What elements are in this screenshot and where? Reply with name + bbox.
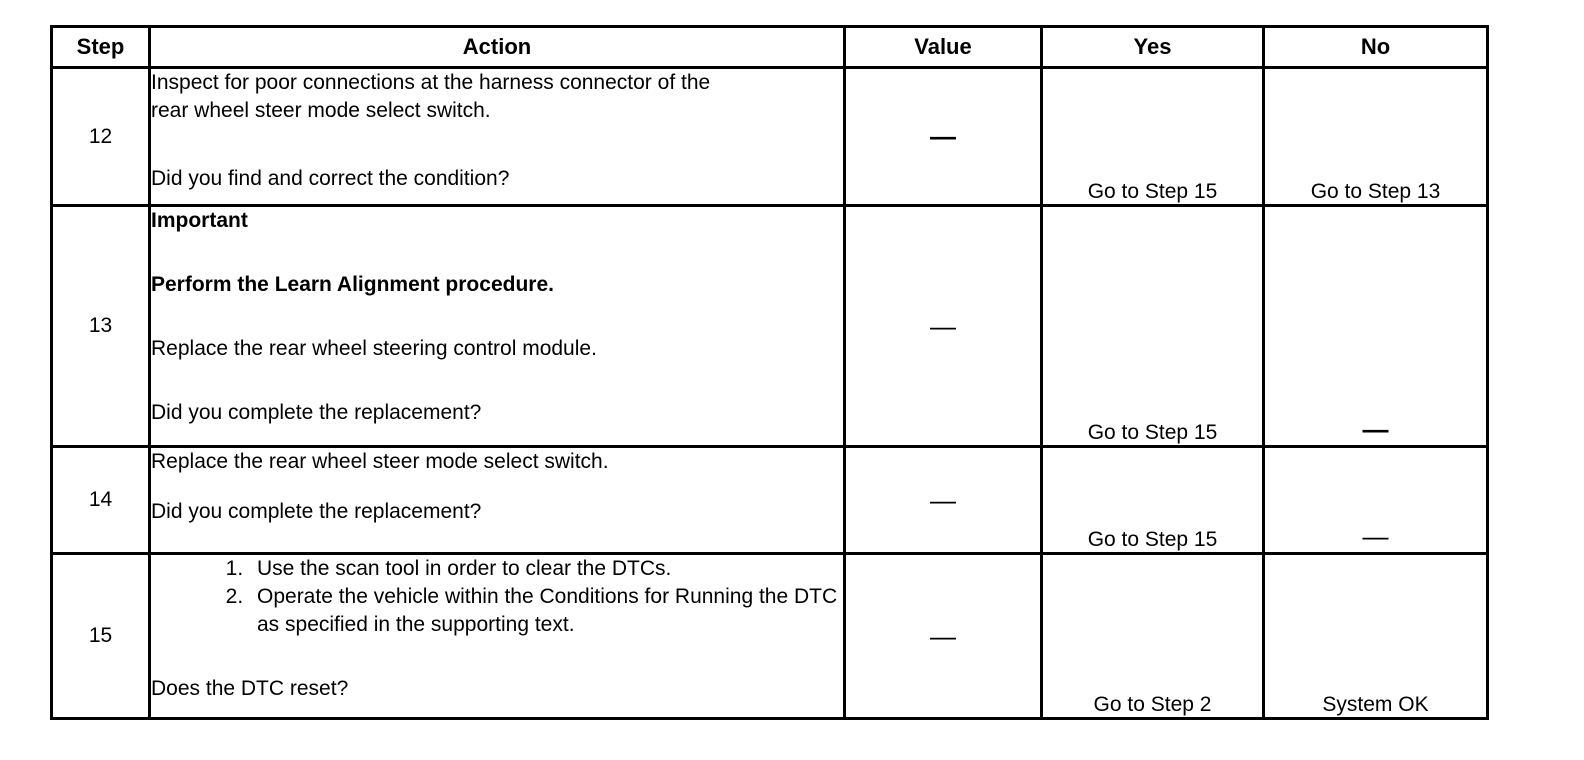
header-action: Action [150,27,845,68]
list-item: 1. Use the scan tool in order to clear the DTCs. [249,555,843,583]
table-row-step-14 [52,447,1488,554]
action-cell [150,68,845,206]
numbered-list [151,555,843,639]
yes-cell: Go to Step 15 [1042,206,1264,447]
no-cell: System OK [1264,554,1488,719]
value-cell: — [845,206,1042,447]
important-label: Important [151,209,248,232]
action-text: Inspect for poor connections at the harness connector of the [151,71,711,94]
action-question: Does the DTC reset? [151,677,349,700]
header-no: No [1264,27,1488,68]
action-text: rear wheel steer mode select switch. [151,99,491,122]
table-row-step-15 [52,554,1488,719]
action-cell [150,447,845,554]
action-cell [150,554,845,719]
table-row-step-12 [52,68,1488,206]
value-cell: — [845,447,1042,554]
list-item: 2. Operate the vehicle within the Conditions for Running the DTC as specified in the supporting text. [249,583,843,639]
yes-cell: Go to Step 15 [1042,68,1264,206]
header-yes: Yes [1042,27,1264,68]
action-question: Did you complete the replacement? [151,401,482,424]
step-number: 15 [52,554,150,719]
important-note: Perform the Learn Alignment procedure. [151,273,554,296]
yes-cell: Go to Step 2 [1042,554,1264,719]
header-row [52,27,1488,68]
no-cell: — [1264,447,1488,554]
step-number: 12 [52,68,150,206]
no-cell: Go to Step 13 [1264,68,1488,206]
no-cell: — [1264,206,1488,447]
step-number: 13 [52,206,150,447]
header-step: Step [52,27,150,68]
action-text: Replace the rear wheel steering control module. [151,337,597,360]
action-cell [150,206,845,447]
value-cell: — [845,554,1042,719]
step-number: 14 [52,447,150,554]
diagnostic-table [50,25,1489,720]
value-cell: — [845,68,1042,206]
action-question: Did you find and correct the condition? [151,167,510,190]
action-question: Did you complete the replacement? [151,500,482,523]
action-text: Replace the rear wheel steer mode select switch. [151,450,609,473]
header-value: Value [845,27,1042,68]
table-row-step-13 [52,206,1488,447]
yes-cell: Go to Step 15 [1042,447,1264,554]
